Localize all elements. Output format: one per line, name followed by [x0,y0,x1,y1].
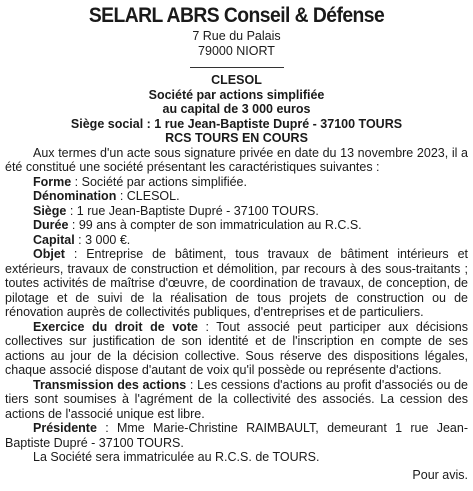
firm-address-street: 7 Rue du Palais [192,29,281,43]
firm-address-city: 79000 NIORT [198,43,275,58]
denomination-value: : CLESOL. [116,189,180,203]
transmission-label: Transmission des actions [33,377,187,392]
forme-value: : Société par actions simplifiée. [71,174,247,189]
closing-paragraph: La Société sera immatriculée au R.C.S. de TOURS. [33,450,320,464]
denomination-label: Dénomination [33,189,117,203]
forme-paragraph [5,175,468,190]
presidente-value: : Mme Marie-Christine RAIMBAULT, demeurant 1 rue Jean-Baptiste Dupré - 37100 TOURS. [5,421,468,450]
forme-label: Forme [33,174,72,189]
notice-body [5,146,468,465]
vote-label: Exercice du droit de vote [33,319,198,334]
intro-paragraph: Aux termes d'un acte sous signature privée en date du 13 novembre 2023, il a été constitué une société présentant les caractéristiques suivantes : [5,145,468,174]
company-form: Société par actions simplifiée [148,87,325,102]
vote-value: : Tout associé peut participer aux décisions collectives sur justification de son identité et de l'inscription en compte de ses actions au jour de la décision collective. Sous réserve des dispositions légales, chaque associé dispose d'autant de voix qu'il possède ou représente d'actions. [5,319,468,377]
transmission-paragraph [5,378,468,422]
vote-paragraph [5,320,468,378]
signature: Pour avis. [412,467,468,482]
transmission-value: : Les cessions d'actions au profit d'associés ou de tiers sont soumises à l'agrément de la collectivité des associés. La cession des actions de l'associé unique est libre. [5,377,468,421]
duree-value: : 99 ans à compter de son immatriculation au R.C.S. [68,218,362,232]
siege-label: Siège [33,203,67,218]
siege-value: : 1 rue Jean-Baptiste Dupré - 37100 TOURS. [66,203,319,218]
firm-name: SELARL ABRS Conseil & Défense [88,4,385,27]
presidente-label: Présidente [33,421,97,435]
siege-paragraph [5,204,468,219]
company-name: CLESOL [211,73,262,87]
capital-label: Capital [33,232,75,247]
company-capital: au capital de 3 000 euros [162,102,311,116]
objet-paragraph [5,247,468,320]
legal-notice [0,3,473,482]
objet-label: Objet [33,247,65,261]
duree-label: Durée [33,218,69,232]
denomination-paragraph [5,189,468,204]
presidente-paragraph [5,421,468,450]
objet-value: : Entreprise de bâtiment, tous travaux de bâtiment intérieurs et extérieurs, travaux de construction et démolition, par recours à des sous-traitants ; toutes activités de maîtrise d'œuvre, de coordination de travaux, de conception, de pilotage et de suivi de la réalisation de tous projets de construction ou de rénovation auprès de collectivités publiques, d'entreprises et de particuliers. [5,247,468,319]
capital-value: : 3 000 €. [74,232,131,247]
capital-paragraph [5,233,468,248]
company-rcs: RCS TOURS EN COURS [165,131,308,145]
divider [190,67,284,68]
company-seat: Siège social : 1 rue Jean-Baptiste Dupré - 37100 TOURS [70,116,403,131]
duree-paragraph [5,218,468,233]
